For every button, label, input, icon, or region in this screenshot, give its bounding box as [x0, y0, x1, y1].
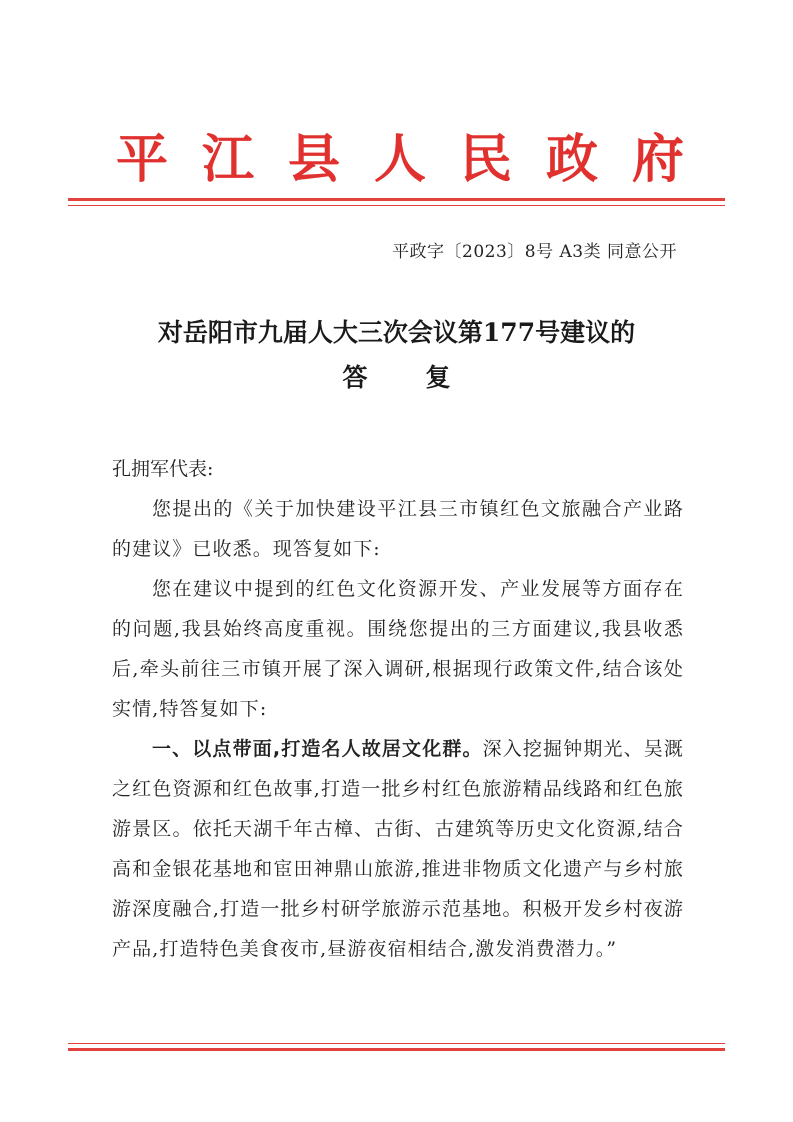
- salutation: 孔拥军代表:: [112, 458, 214, 480]
- paragraph-acknowledgement: 您提出的《关于加快建设平江县三市镇红色文旅融合产业路的建议》已收悉。现答复如下:: [112, 498, 684, 560]
- document-number: 平政字〔2023〕8号 A3类 同意公开: [392, 242, 677, 262]
- masthead-char: 江: [201, 129, 254, 190]
- masthead-char: 平: [115, 129, 168, 190]
- footer-red-rule-thin: [68, 1043, 725, 1044]
- masthead-char: 人: [373, 129, 426, 190]
- header-red-rule-thin: [68, 205, 725, 206]
- document-title-reply: 答复: [342, 363, 509, 392]
- masthead-char: 政: [545, 129, 598, 190]
- header-red-rule-thick: [68, 198, 725, 201]
- footer-red-rule-thick: [68, 1048, 725, 1051]
- masthead-char: 府: [631, 129, 684, 190]
- paragraph-point-one: [112, 729, 684, 969]
- paragraph-intro: 您在建议中提到的红色文化资源开发、产业发展等方面存在的问题,我县始终高度重视。围绕您提出的三方面建议,我县收悉后,牵头前往三市镇开展了深入调研,根据现行政策文件,结合该处实情,特答复如下:: [112, 578, 684, 720]
- masthead: [110, 128, 690, 192]
- masthead-char: 民: [459, 129, 512, 190]
- point-one-text: 深入挖掘钟期光、吴溉之红色资源和红色故事,打造一批乡村红色旅游精品线路和红色旅游景区。依托天湖千年古樟、古街、古建筑等历史文化资源,结合高和金银花基地和宦田神鼎山旅游,推进非物质文化遗产与乡村旅游深度融合,打造一批乡村研学旅游示范基地。积极开发乡村夜游产品,打造特色美食夜市,昼游夜宿相结合,激发消费潜力。”: [112, 738, 684, 960]
- masthead-char: 县: [287, 129, 340, 190]
- point-one-heading: 一、以点带面,打造名人故居文化群。: [152, 738, 483, 760]
- document-body: [112, 449, 684, 969]
- document-title: 对岳阳市九届人大三次会议第177号建议的: [157, 318, 636, 347]
